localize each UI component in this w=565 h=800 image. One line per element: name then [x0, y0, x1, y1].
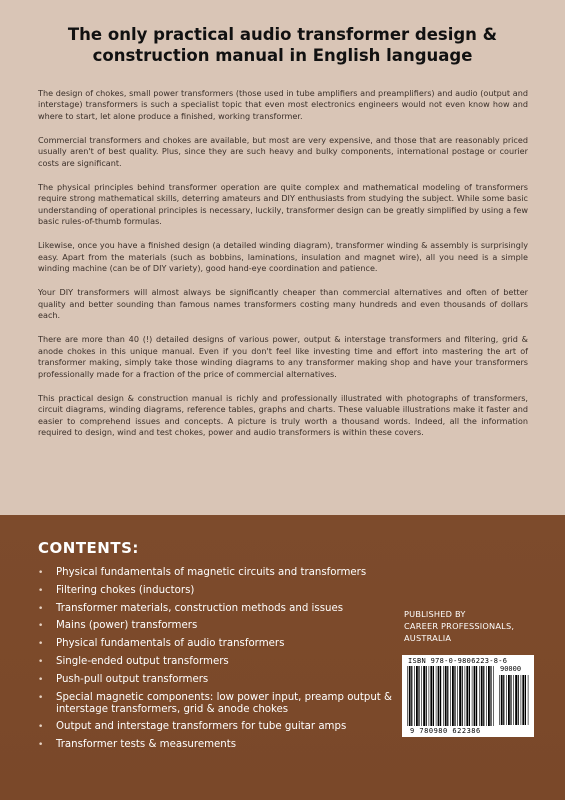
contents-item: • Push-pull output transformers: [38, 674, 398, 686]
paragraph: The physical principles behind transformer operation are quite complex and mathematical modeling of transformers require strong mathematical skills, deterring amateurs and DIY enthusiasts from studying the subject. While some basic understanding of operational principles is necessary, luckily, transformer design can be greatly simplified by using a few basic rules-of-thumb formulas.: [38, 182, 528, 227]
barcode-addon-icon: [498, 675, 530, 725]
contents-item: • Filtering chokes (inductors): [38, 585, 398, 597]
paragraph: Commercial transformers and chokes are available, but most are very expensive, and those that are reasonably priced usually aren't of best quality. Plus, since they are such heavy and bulky components, international postage or courier costs are significant.: [38, 135, 528, 168]
contents-list: [38, 567, 398, 757]
barcode-box: [402, 655, 534, 737]
barcode-icon: [406, 666, 496, 726]
contents-item: • Mains (power) transformers: [38, 620, 398, 632]
contents-item: • Physical fundamentals of magnetic circuits and transformers: [38, 567, 398, 579]
contents-item: • Physical fundamentals of audio transformers: [38, 638, 398, 650]
headline-line-2: construction manual in English language: [92, 46, 473, 65]
publisher-line-2: CAREER PROFESSIONALS,: [404, 621, 515, 631]
barcode-addon-text: 90000: [500, 665, 522, 673]
paragraph: Likewise, once you have a finished design (a detailed winding diagram), transformer winding & assembly is surprisingly easy. Apart from the materials (such as bobbins, laminations, insulation and magnet wire), all you need is a simple winding machine (can be of DIY variety), good hand-eye coordination and patience.: [38, 240, 528, 274]
contents-item: • Single-ended output transformers: [38, 656, 398, 668]
publisher-line-3: AUSTRALIA: [404, 633, 452, 643]
barcode-number: 9 780980 622386: [410, 727, 481, 735]
description-text: [38, 88, 528, 451]
contents-item: • Transformer tests & measurements: [38, 739, 398, 751]
paragraph: Your DIY transformers will almost always be significantly cheaper than commercial alternatives and often of better quality and better sounding than famous names transformers costing many hundreds and even thousands of dollars each.: [38, 287, 528, 321]
contents-title: CONTENTS:: [38, 539, 139, 557]
paragraph: There are more than 40 (!) detailed designs of various power, output & interstage transformers and filtering, grid & anode chokes in this unique manual. Even if you don't feel like investing time and effort into mastering the art of transformer making, simply take those winding diagrams to any transformer making shop and have your transformers professionally made for a fraction of the price of commercial alternatives.: [38, 334, 528, 379]
paragraph: This practical design & construction manual is richly and professionally illustrated with photographs of transformers, circuit diagrams, winding diagrams, reference tables, graphs and charts. These valuable illustrations make it faster and easier to comprehend issues and concepts. A picture is truly worth a thousand words. Indeed, all the information required to design, wind and test chokes, power and audio transformers is within these covers.: [38, 392, 528, 438]
contents-item: • Output and interstage transformers for tube guitar amps: [38, 721, 398, 733]
contents-item: • Special magnetic components: low power input, preamp output & interstage transformers, grid & anode chokes: [38, 692, 398, 716]
headline: [40, 24, 525, 66]
isbn-text: ISBN 978-0-9806223-8-6: [408, 657, 508, 665]
publisher-line-1: PUBLISHED BY: [404, 609, 466, 619]
publisher-info: [404, 608, 544, 644]
paragraph: The design of chokes, small power transformers (those used in tube amplifiers and preamplifiers) and audio (output and interstage) transformers is such a specialist topic that even most electronics engineers would not even know how and where to start, let alone produce a finished, working transformer.: [38, 88, 528, 121]
headline-line-1: The only practical audio transformer design &: [67, 25, 498, 44]
contents-item: • Transformer materials, construction methods and issues: [38, 603, 398, 615]
